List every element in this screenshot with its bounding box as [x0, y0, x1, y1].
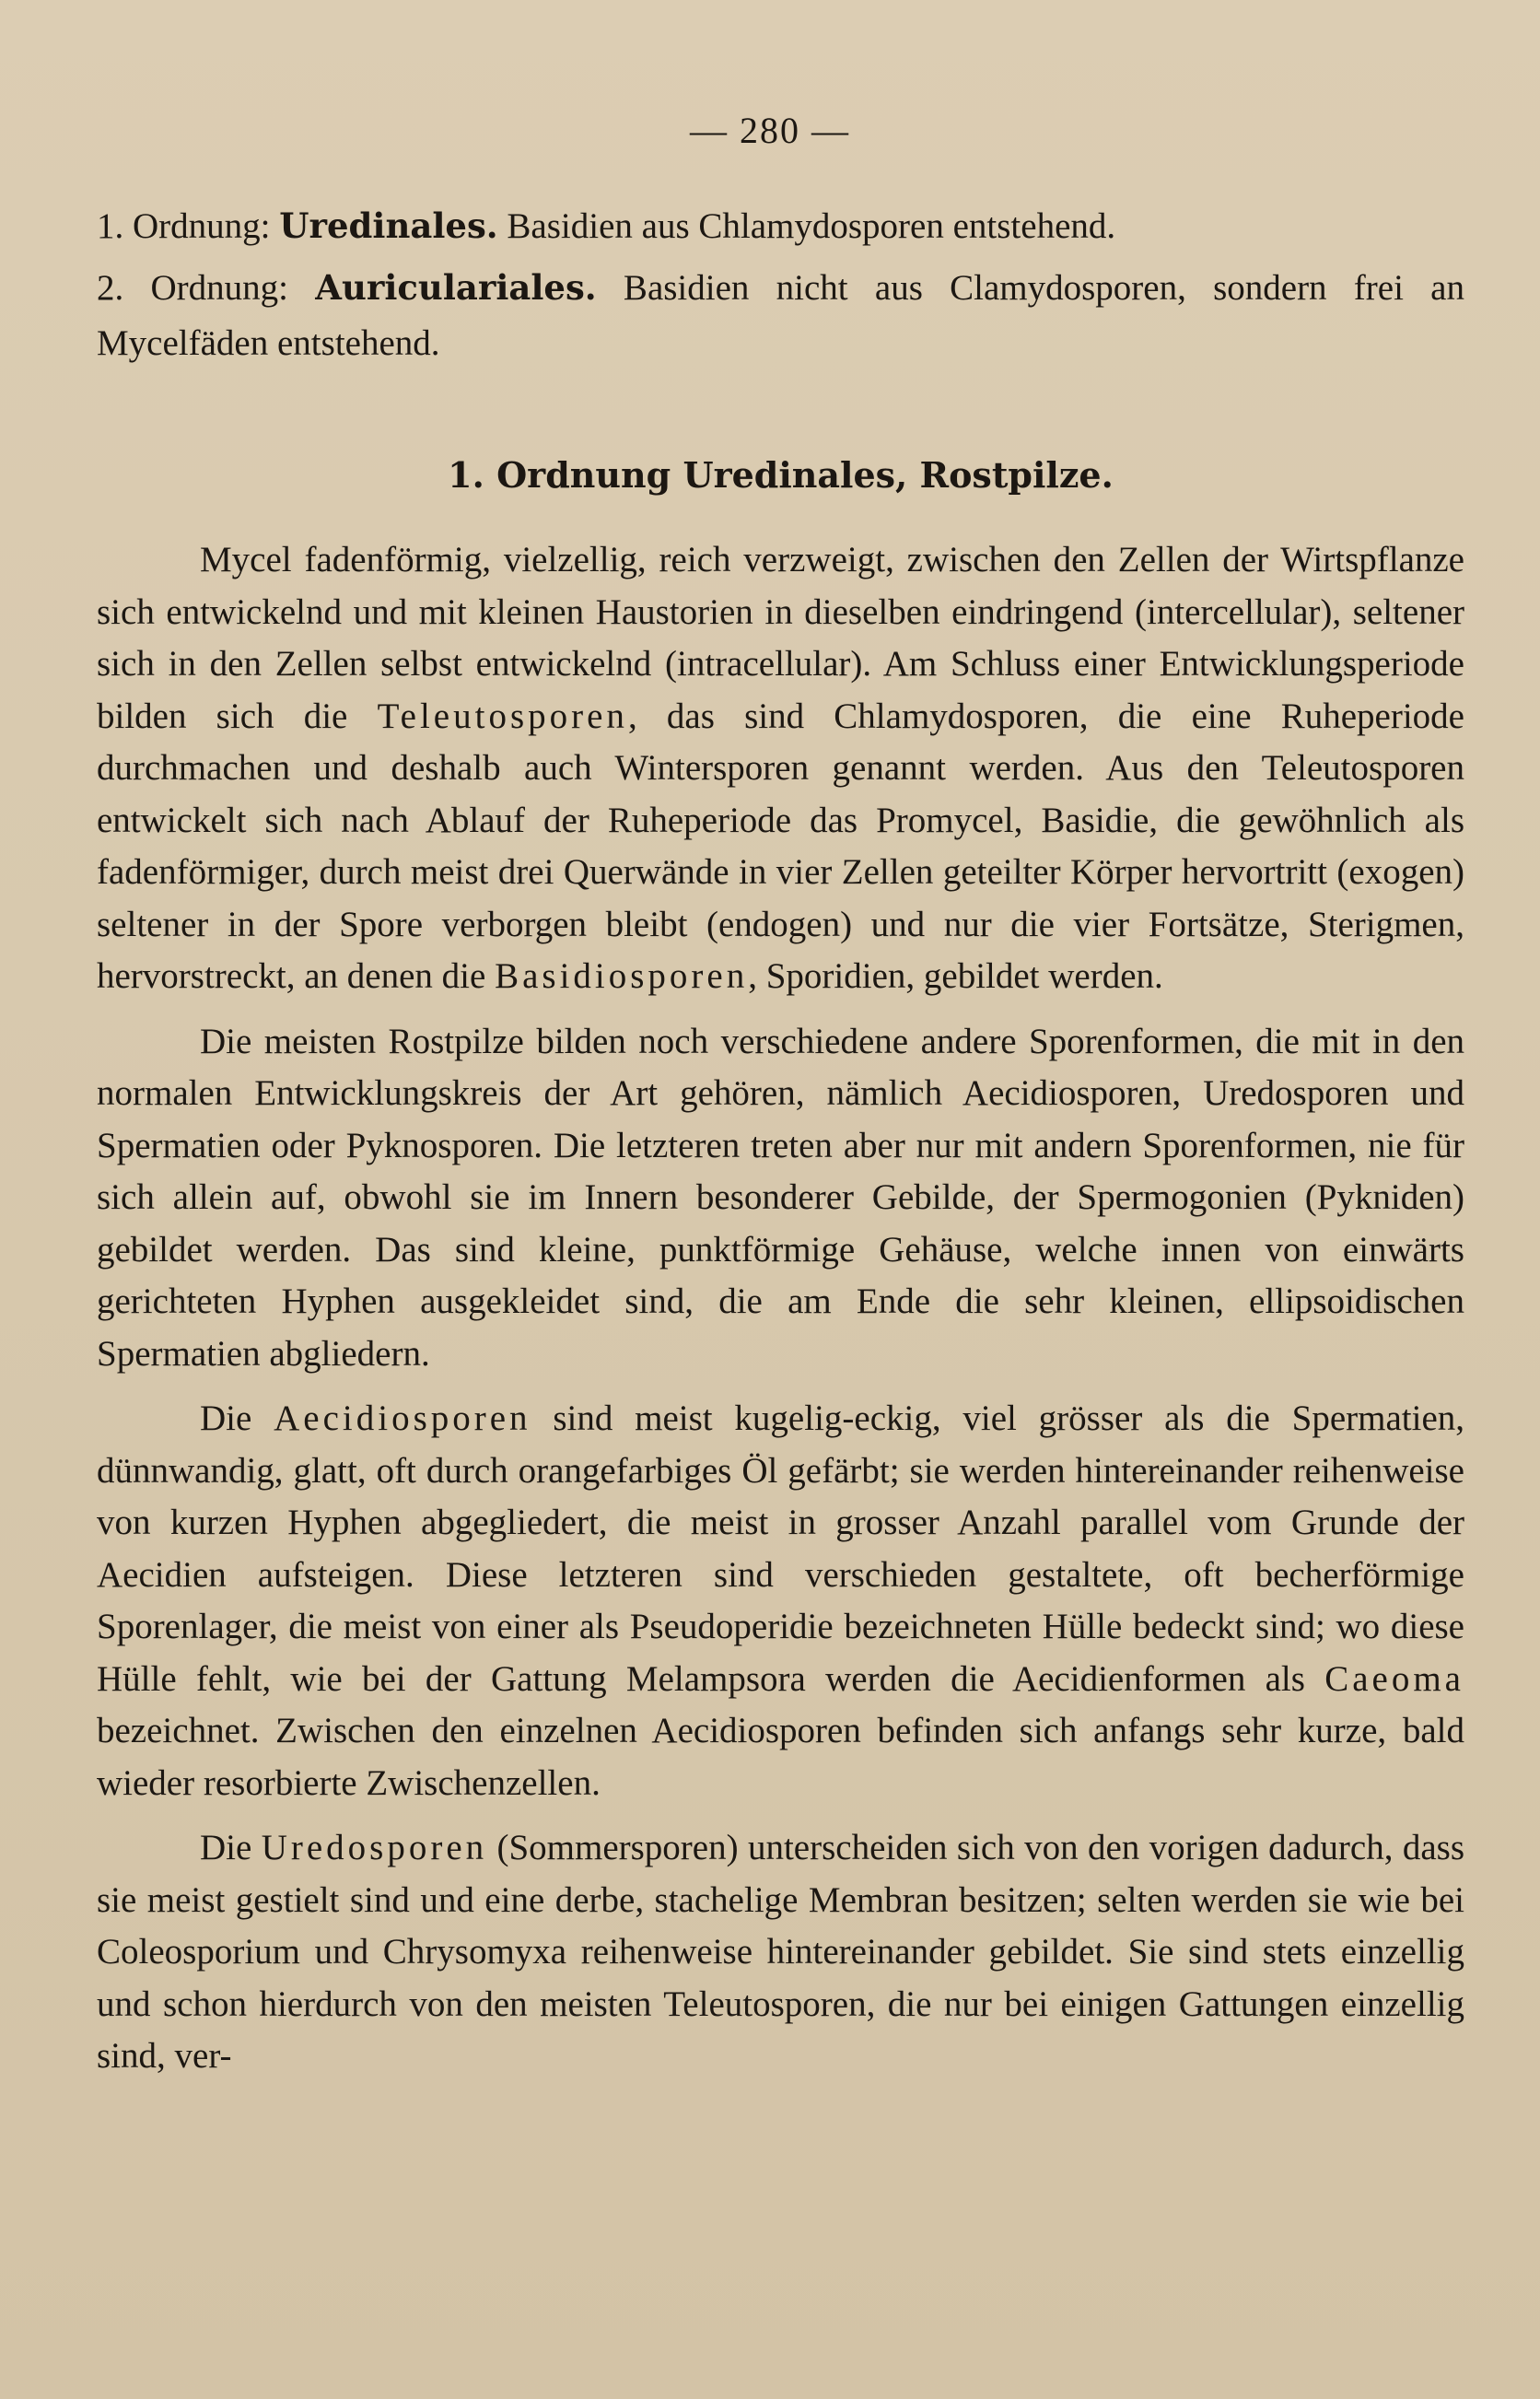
spaced-term: Basidiosporen — [495, 956, 749, 996]
spaced-term: Aecidiosporen — [274, 1398, 531, 1438]
section-heading: 1. Ordnung Uredinales, Rostpilze. — [448, 454, 1114, 496]
paragraph-sporenformen: Die meisten Rostpilze bilden noch verschiedene andere Sporenformen, die mit in den normalen Entwicklungskreis der Art gehören, nämlich Aecidiosporen, Uredosporen und Spermatien oder Pyknosporen. Die letzteren treten aber nur mit andern Sporenformen, nie für sich allein auf, obwohl sie im Innern besonderer Gebilde, der Spermogonien (Pykniden) gebildet werden. Das sind kleine, punktförmige Gehäuse, welche innen von einwärts gerichteten Hyphen ausgekleidet sind, die am Ende die sehr kleinen, ellipsoidischen Spermatien abgliedern. — [97, 1021, 1464, 1374]
order-description: Basidien nicht aus Clamydosporen, sondern frei an Mycelfäden entstehend. — [97, 268, 1464, 363]
paragraph-uredosporen — [97, 1822, 1464, 2083]
paragraph-text: Die — [200, 1398, 274, 1438]
order-prefix: 1. Ordnung: — [97, 206, 280, 246]
paragraph-text: bezeichnet. Zwischen den einzelnen Aecidiosporen befinden sich anfangs sehr kurze, bald wieder resorbierte Zwischenzellen. — [97, 1711, 1464, 1803]
paragraph-text: , das sind Chlamydosporen, die eine Ruheperiode durchmachen und deshalb auch Wintersporen genannt werden. Aus den Teleutosporen entwickelt sich nach Ablauf der Ruheperiode das Promycel, Basidie, die gewöhnlich als fadenförmiger, durch meist drei Querwände in vier Zellen geteilter Körper hervortritt (exogen) seltener in der Spore verborgen bleibt (endogen) und nur die vier Fortsätze, Sterigmen, hervorstreckt, an denen die — [97, 696, 1464, 996]
spaced-term: Teleutosporen — [377, 696, 628, 736]
order-prefix: 2. Ordnung: — [97, 268, 316, 308]
paragraph-mycel — [97, 534, 1464, 1003]
paragraph-text: , Sporidien, gebildet werden. — [748, 956, 1163, 996]
paragraph-text: (Sommersporen) unterscheiden sich von den vorigen dadurch, dass sie meist gestielt sind und eine derbe, stachelige Membran besitzen; selten werden sie wie bei Coleosporium und Chrysomyxa reihenweise hintereinander gebildet. Sie sind stets einzellig und schon hierdurch von den meisten Teleutosporen, die nur bei einigen Gattungen einzellig sind, ver- — [97, 1828, 1464, 2076]
spaced-term: Caeoma — [1324, 1658, 1464, 1699]
paragraph-text: sind meist kugelig-eckig, viel grösser als die Spermatien, dünnwandig, glatt, oft durch orangefarbiges Öl gefärbt; sie werden hintereinander reihenweise von kurzen Hyphen abgegliedert, die meist in grosser Anzahl parallel vom Grunde der Aecidien aufsteigen. Diese letzteren sind verschieden gestaltete, oft becherförmige Sporenlager, die meist von einer als Pseudoperidie bezeichneten Hülle bedeckt sind; wo diese Hülle fehlt, wie bei der Gattung Melampsora werden die Aecidienformen als — [97, 1398, 1464, 1699]
page-number: — 280 — — [690, 110, 850, 151]
order-description: Basidien aus Chlamydosporen entstehend. — [497, 206, 1116, 246]
paragraph-text: Die — [200, 1828, 262, 1867]
order-entry-uredinales — [97, 198, 1464, 254]
order-entry-auriculariales — [97, 260, 1464, 371]
paragraph-text: Mycel fadenförmig, vielzellig, reich verzweigt, zwischen den Zellen der Wirtspflanze sich entwickelnd und mit kleinen Haustorien in dieselben eindringend (intercellular), seltener sich in den Zellen selbst entwickelnd (intracellular). Am Schluss einer Entwicklungsperiode bilden sich die — [97, 540, 1464, 736]
page-body — [97, 198, 1464, 2096]
paragraph-aecidiosporen — [97, 1393, 1464, 1809]
order-name: Auriculariales. — [315, 267, 597, 308]
spaced-term: Uredosporen — [261, 1828, 488, 1867]
order-name: Uredinales. — [279, 205, 498, 246]
